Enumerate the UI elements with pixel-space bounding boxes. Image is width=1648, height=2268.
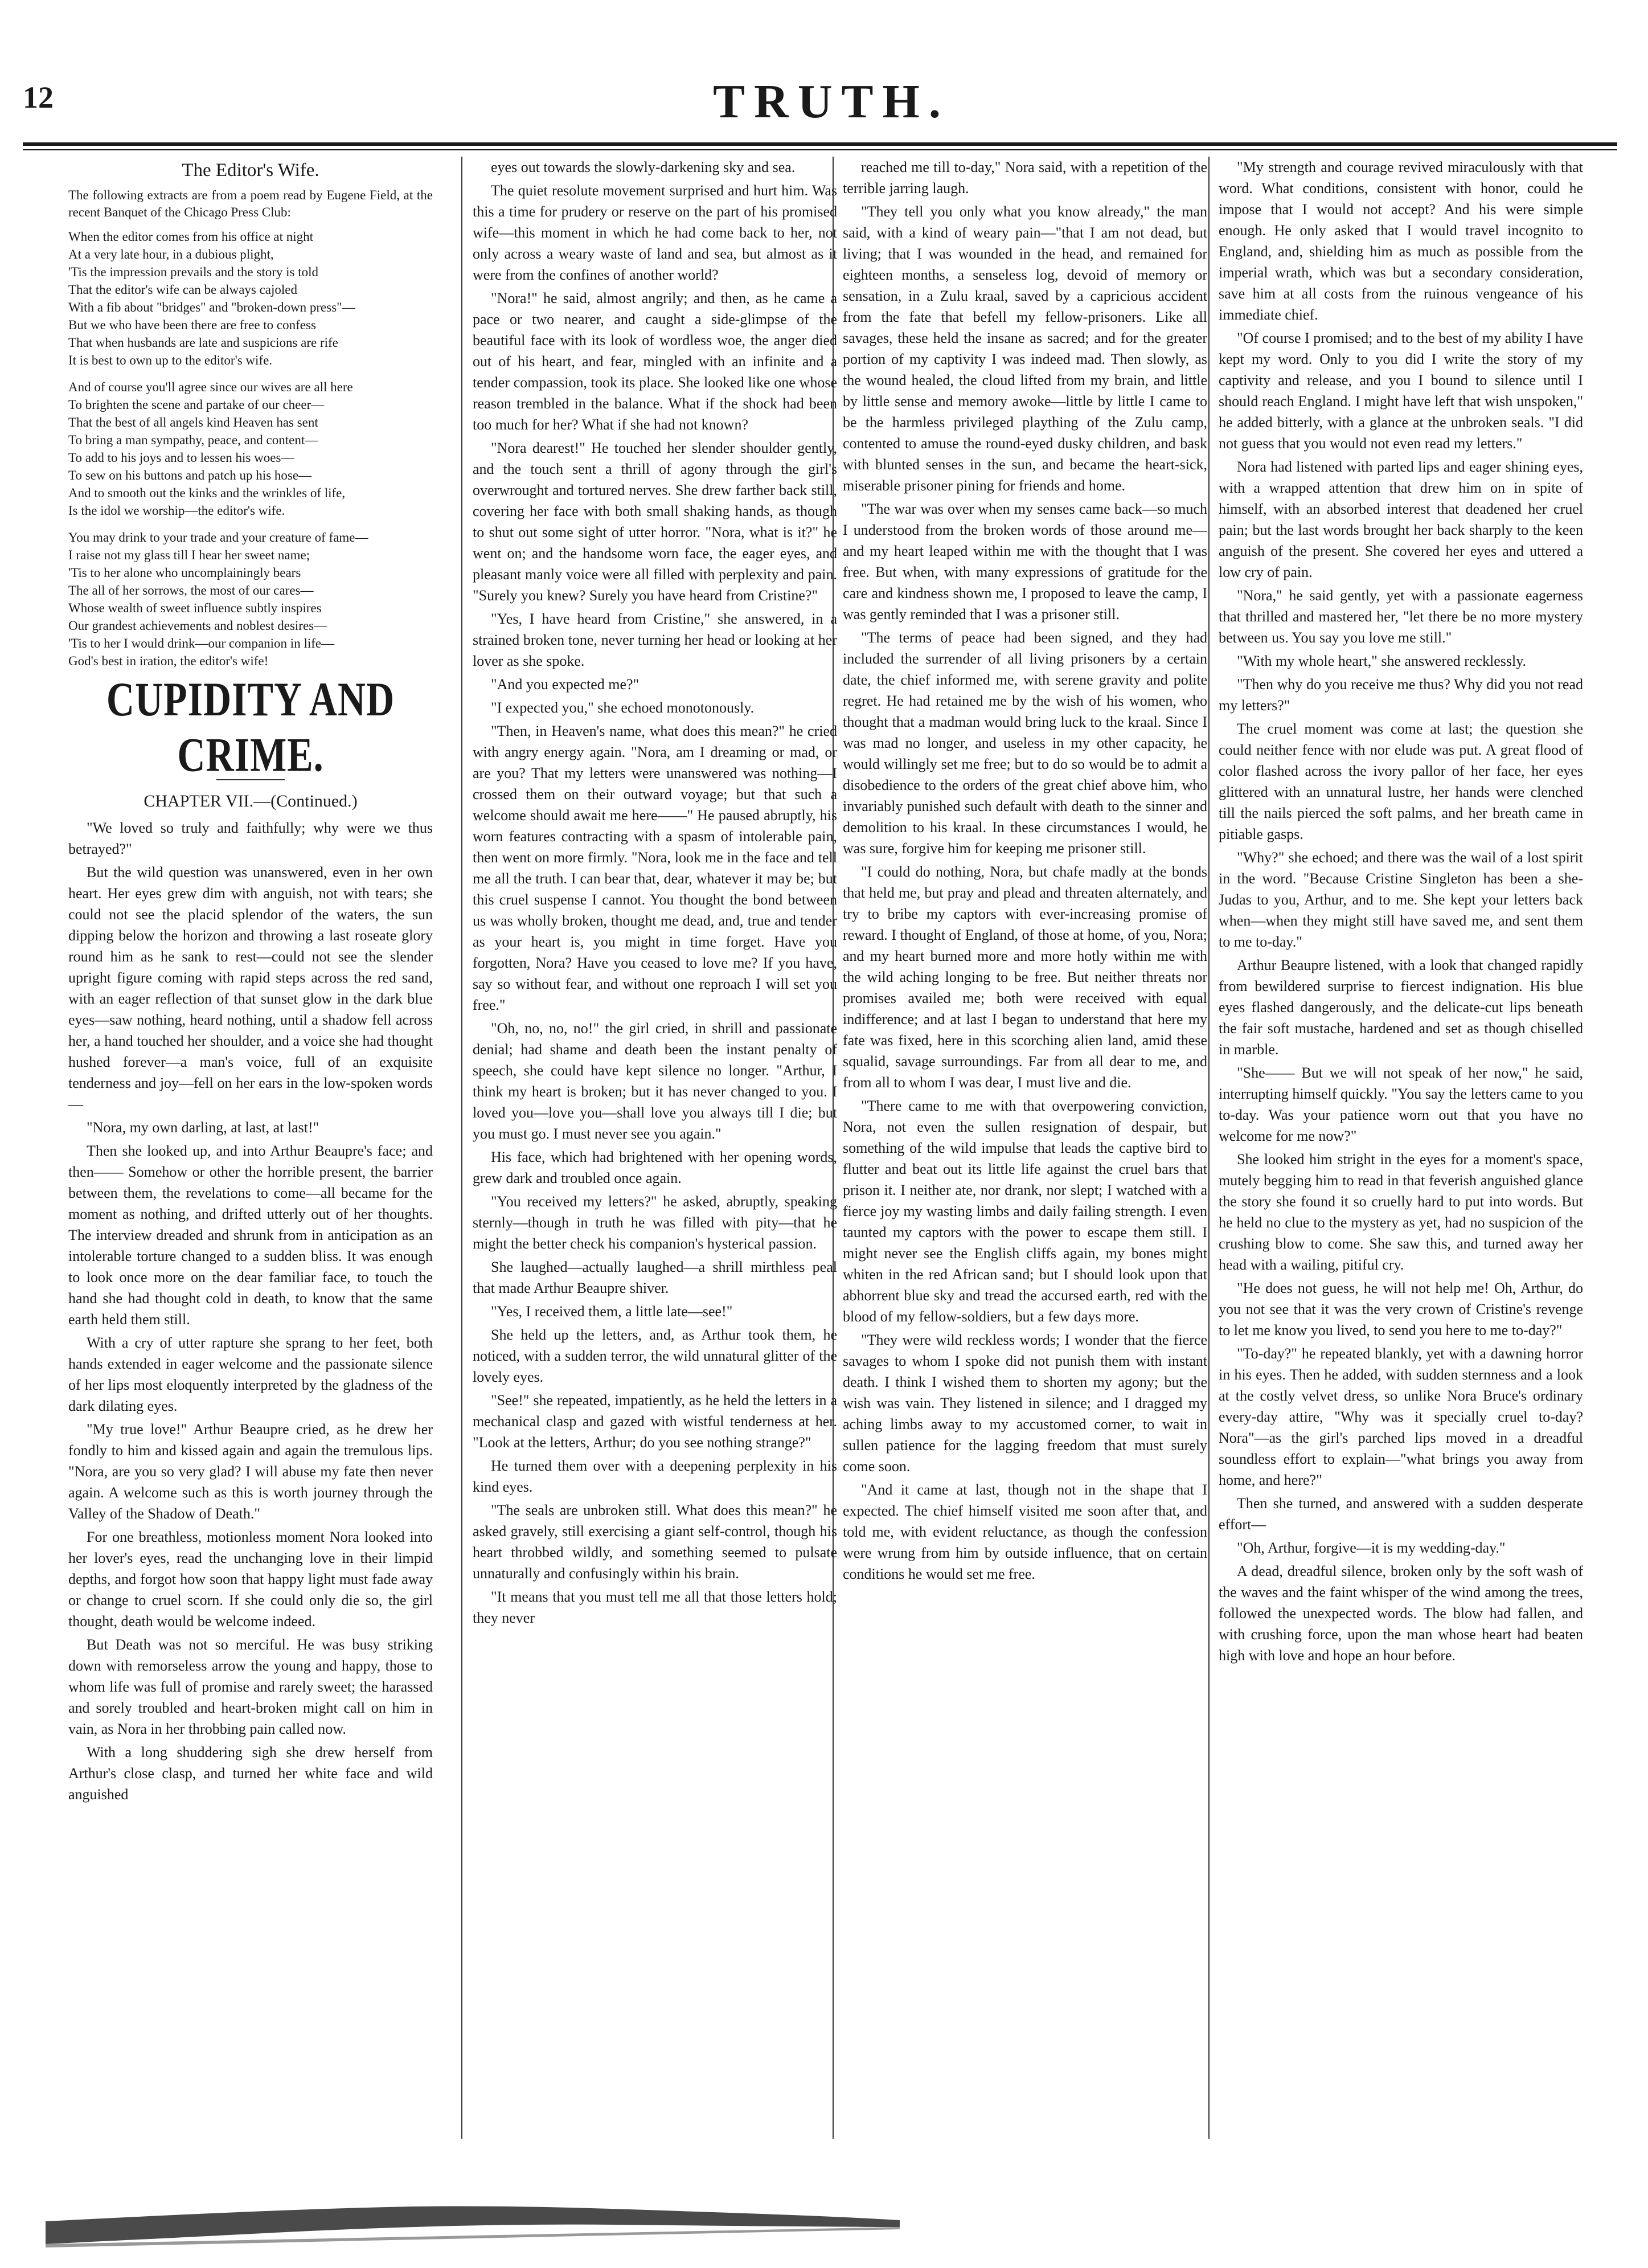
column-1: [68, 157, 433, 2156]
page-header: [23, 74, 1640, 137]
story-paragraph: "The terms of peace had been signed, and they had included the surrender of all living prisoners by a certain date, the chief informed me, with serene gravity and polite regret. He had retained me by the wish of his women, who thought that a madman would bring luck to the kraal. Since I was mad no longer, and useless in my other capacity, he would willingly set me free; but to do so would be to admit a disobedience to the orders of the great chief above him, who invariably punished such default with death to the sinner and demolition to his kraal. In these circumstances I would, he was sure, forgive him for keeping me prisoner still.: [843, 629, 1207, 857]
story-paragraph: A dead, dreadful silence, broken only by the soft wash of the waves and the faint whisper of the wind among the trees, followed the unexpected words. The blow had fallen, and with crushing force, upon the man whose heart had beaten high with love and hope an hour before.: [1219, 1563, 1583, 1664]
poem-line: To add to his joys and to lessen his woes—: [68, 451, 294, 465]
stanza-gap: [68, 519, 433, 529]
column-4: [1219, 157, 1583, 2156]
poem-body: [68, 228, 433, 670]
story-paragraph: "Then why do you receive me thus? Why did you not read my letters?": [1219, 676, 1583, 714]
poem-line: That when husbands are late and suspicions are rife: [68, 335, 338, 350]
poem-line: The all of her sorrows, the most of our cares—: [68, 583, 314, 597]
story-paragraph: "With my whole heart," she answered recklessly.: [1237, 653, 1527, 669]
column-2: [473, 157, 837, 2156]
story-paragraph: "Nora, my own darling, at last, at last!": [87, 1119, 319, 1136]
story-paragraph: "We loved so truly and faithfully; why were we thus betrayed?": [68, 820, 433, 857]
poem-line: 'Tis to her alone who uncomplainingly bears: [68, 566, 301, 580]
poem-line: Whose wealth of sweet influence subtly inspires: [68, 601, 322, 615]
story-paragraph: She looked him stright in the eyes for a moment's space, mutely begging him to read in that feverish anguished glance the story she found it so cruelly hard to put into words. But he held no clue to the mystery as yet, had no suspicion of the crushing blow to come. She saw this, and turned away her head with a wailing, pitiful cry.: [1219, 1151, 1583, 1273]
story-paragraph: The cruel moment was come at last; the question she could neither fence with nor elude was put. A great flood of color flashed across the ivory pallor of her face, her eyes glittered with an unnatural lustre, her hands were clenched till the nails pierced the soft palms, and her breath came in pitiable gasps.: [1219, 720, 1583, 842]
poem-line: But we who have been there are free to confess: [68, 318, 316, 332]
story-paragraph: "Yes, I have heard from Cristine," she answered, in a strained broken tone, never turning her head or looking at her lover as she spoke.: [473, 611, 837, 669]
story-paragraph: "See!" she repeated, impatiently, as he held the letters in a mechanical clasp and gazed with wistful tenderness at her. "Look at the letters, Arthur; do you see nothing strange?": [473, 1392, 837, 1451]
poem-line: Our grandest achievements and noblest desires—: [68, 619, 327, 633]
story-paragraph: "I expected you," she echoed monotonously.: [491, 699, 755, 716]
story-paragraph: "And it came at last, though not in the shape that I expected. The chief himself visited me soon after that, and told me, with evident reluctance, as though the confession were wrung from him by outside influence, that on certain conditions he would set me free.: [843, 1481, 1207, 1582]
story-paragraph: "You received my letters?" he asked, abruptly, speaking sternly—though in truth he was filled with pity—that he might the better check his companion's hysterical passion.: [473, 1193, 837, 1252]
poem-line: To bring a man sympathy, peace, and content—: [68, 433, 318, 447]
poem-line: To sew on his buttons and patch up his hose—: [68, 468, 312, 482]
story-paragraph: "Why?" she echoed; and there was the wail of a lost spirit in the word. "Because Cristine Singleton has been a she-Judas to you, Arthur, and to me. She kept your letters back when—when they might still have saved me, and sent them to me to-day.": [1219, 849, 1583, 950]
story-paragraph: "The war was over when my senses came back—so much I understood from the broken words of those around me—and my heart leaped within me with the thought that I was free. But when, with many expressions of gratitude for the care and kindness shown me, I proposed to leave the camp, I was gently reminded that I was a prisoner still.: [843, 501, 1207, 623]
poem-line: 'Tis the impression prevails and the story is told: [68, 265, 318, 279]
story-paragraph: But Death was not so merciful. He was busy striking down with remorseless arrow the young and happy, those to whom life was full of promise and rarely sweet; the harassed and sorely troubled and heart-broken might call on him in vain, as Nora in her throbbing pain called now.: [68, 1636, 433, 1737]
story-paragraph: "My strength and courage revived miraculously with that word. What conditions, consistent with honor, could he impose that I would not accept? And his were simple enough. He only asked that I would travel incognito to England, and, shielding him as much as possible from the imperial wrath, which was but a secondary consideration, save him at all costs from the ruinous vengeance of his immediate chief.: [1219, 159, 1583, 323]
story-paragraph: "It means that you must tell me all that those letters hold; they never: [473, 1589, 837, 1626]
story-paragraph: "To-day?" he repeated blankly, yet with a dawning horror in his eyes. Then he added, with sudden sternness and a look at the costly velvet dress, so unlike Nora Bruce's ordinary every-day attire, "Why was it specially cruel to-day? Nora"—as the girl's parched lips moved in a dreadful soundless effort to explain—"what brings you away from home, and here?": [1219, 1345, 1583, 1488]
poem-line: God's best in iration, the editor's wife!: [68, 654, 269, 668]
story-headline: CUPIDITY AND CRIME.: [106, 672, 395, 782]
story-paragraph: "The seals are unbroken still. What does this mean?" he asked gravely, still exercising a giant self-control, though his heart throbbed wildly, and something seemed to pulsate unnaturally and confusingly within his brain.: [473, 1502, 837, 1582]
poem-title: The Editor's Wife.: [182, 160, 319, 181]
story-paragraph: He turned them over with a deepening perplexity in his kind eyes.: [473, 1458, 837, 1495]
poem-line: 'Tis to her I would drink—our companion in life—: [68, 636, 335, 650]
chapter-heading: CHAPTER VII.—(Continued.): [144, 792, 358, 810]
poem-line: You may drink to your trade and your creature of fame—: [68, 530, 368, 545]
column-4-text: [1219, 157, 1583, 1666]
story-paragraph: "I could do nothing, Nora, but chafe madly at the bonds that held me, but pray and plead and threaten alternately, and try to bribe my captors with ever-increasing promise of reward. I thought of England, of those at home, of you, Nora; and my heart burned more and more hotly within me with the wild aching longing to be free. But neither threats nor promises availed me; both were received with equal indifference; and at last I began to understand that here my fate was fixed, here in this scorching alien land, amid these squalid, savage surroundings. Far from all dear to me, and from all to whom I was dear, I must live and die.: [843, 863, 1207, 1091]
poem-line: To brighten the scene and partake of our cheer—: [68, 398, 325, 412]
story-paragraph: "Oh, Arthur, forgive—it is my wedding-day.": [1237, 1540, 1506, 1556]
story-paragraph: She laughed—actually laughed—a shrill mirthless peal that made Arthur Beaupre shiver.: [473, 1259, 837, 1296]
story-paragraph: With a cry of utter rapture she sprang to her feet, both hands extended in eager welcome and the passionate silence of her lips most eloquently interpreted by the gladness of the dark dilating eyes.: [68, 1334, 433, 1414]
column-divider: [1208, 157, 1210, 2139]
story-paragraph: Then she turned, and answered with a sudden desperate effort—: [1219, 1495, 1583, 1533]
story-paragraph: "There came to me with that overpowering conviction, Nora, not even the sullen resignation of despair, but something of the wild impulse that leads the captive bird to flutter and beat out its little life against the cruel bars that prison it. I neither ate, nor drank, nor slept; I watched with a fierce joy my wasting limbs and daily failing strength. I even taunted my captors with the power to escape them still. I might never see the English cliffs again, my bones might whiten in the red African sand; but I should look upon that abhorrent blue sky and tread the accursed earth, red with the blood of my fellow-soldiers, but a few days more.: [843, 1098, 1207, 1325]
poem-intro: The following extracts are from a poem read by Eugene Field, at the recent Banquet of the Chicago Press Club:: [68, 188, 433, 219]
story-paragraph: "Nora!" he said, almost angrily; and then, as he came a pace or two nearer, and caught a side-glimpse of the beautiful face with its look of wordless woe, the anger died out of his heart, and fear, mingled with an infinite and a tender compassion, took its place. She looked like one whose reason trembled in the balance. What if the shock had been too much for her? What if she had not known?: [473, 290, 837, 433]
story-paragraph: "He does not guess, he will not help me! Oh, Arthur, do you not see that it was the very crown of Cristine's revenge to let me know you lived, to send you here to me to-day?": [1219, 1280, 1583, 1338]
story-paragraph: eyes out towards the slowly-darkening sky and sea.: [491, 159, 796, 175]
story-paragraph: Arthur Beaupre listened, with a look that changed rapidly from bewildered surprise to fiercest indignation. His blue eyes flashed dangerously, and the delicate-cut lips beneath the fair soft mustache, hardened and set as though chiselled in marble.: [1219, 957, 1583, 1058]
column-2-text: [473, 157, 837, 1628]
story-paragraph: "Yes, I received them, a little late—see!": [491, 1303, 733, 1320]
poem-line: With a fib about "bridges" and "broken-down press"—: [68, 300, 355, 314]
story-paragraph: "Of course I promised; and to the best of my ability I have kept my word. Only to you did I write the story of my captivity and release, and you I bound to silence until I should reach England. I might have left that wish unspoken," he added bitterly, with a glance at the unbroken seals. "I did not guess that you would not even read my letters.": [1219, 330, 1583, 452]
story-paragraph: "Nora dearest!" He touched her slender shoulder gently, and the touch sent a thrill of agony through the girl's overwrought and tortured nerves. She drew farther back still, covering her face with both small shaking hands, as though to shut out some sight of utter horror. "Nora, what is it?" he went on; and the handsome worn face, the eager eyes, and pleasant manly voice were all filled with perplexity and pain. "Surely you knew? Surely you have heard from Cristine?": [473, 440, 837, 604]
story-paragraph: For one breathless, motionless moment Nora looked into her lover's eyes, read the unchanging love in their limpid depths, and forgot how soon that happy light must fade away or change to cruel scorn. If she could only die so, the girl thought, death would be welcome indeed.: [68, 1529, 433, 1630]
story-paragraph: She held up the letters, and, as Arthur took them, he noticed, with a sudden terror, the wild unnatural glitter of the lovely eyes.: [473, 1327, 837, 1385]
poem-line: At a very late hour, in a dubious plight,: [68, 247, 274, 261]
poem-line: That the editor's wife can be always cajoled: [68, 283, 298, 297]
header-rule: [23, 142, 1617, 146]
story-paragraph: His face, which had brightened with her opening words, grew dark and troubled once again.: [473, 1149, 837, 1186]
column-3: [843, 157, 1207, 2156]
poem-line: And of course you'll agree since our wives are all here: [68, 380, 353, 394]
story-paragraph: "They tell you only what you know already," the man said, with a kind of weary pain—"that I am not dead, but living; that I was wounded in the head, and remained for eighteen months, a senseless log, devoid of memory or sensation, in a Zulu kraal, saved by a capricious accident from the fate that befell my fellow-prisoners. Like all savages, these held the insane as sacred; and for the greater portion of my captivity I was indeed mad. Then slowly, as the wound healed, the cloud lifted from my brain, and little by little sense and memory awoke—little by little I came to be the harmless privileged plaything of the Zulu camp, contented to amuse the round-eyed dusky children, and bask with blunted senses in the sun, and became the heart-sick, miserable prisoner pining for friends and home.: [843, 203, 1207, 494]
poem-line: It is best to own up to the editor's wife.: [68, 353, 273, 367]
story-paragraph: "My true love!" Arthur Beaupre cried, as he drew her fondly to him and kissed again and again the tremulous lips. "Nora, are you so very glad? I will abuse my fate then never again. A welcome such as this is worth journey through the Valley of the Shadow of Death.": [68, 1421, 433, 1522]
story-paragraph: "And you expected me?": [491, 676, 639, 693]
story-paragraph: reached me till to-day," Nora said, with a repetition of the terrible jarring laugh.: [843, 159, 1207, 196]
story-paragraph: "Oh, no, no, no!" the girl cried, in shrill and passionate denial; had shame and death been the instant penalty of speech, she could have kept silence no longer. "Arthur, I think my heart is broken; but it has never changed to you. I loved you—love you—shall love you always till I die; but you must go. I must never see you again.": [473, 1020, 837, 1142]
story-paragraph: "She—— But we will not speak of her now," he said, interrupting himself quickly. "You say the letters came to you to-day. Was your patience worn out that you have no welcome for me now?": [1219, 1065, 1583, 1144]
poem-line: When the editor comes from his office at night: [68, 230, 314, 244]
stanza-gap: [68, 369, 433, 378]
poem-line: Is the idol we worship—the editor's wife.: [68, 503, 285, 518]
poem-line: And to smooth out the kinks and the wrinkles of life,: [68, 486, 346, 500]
story-paragraph: With a long shuddering sigh she drew herself from Arthur's close clasp, and turned her white face and wild anguished: [68, 1744, 433, 1803]
story-paragraph: "They were wild reckless words; I wonder that the fierce savages to whom I spoke did not punish them with instant death. I think I wished them to shorten my agony; but the wish was vain. They listened in silence; and I dragged my aching limbs away to my accustomed corner, to wait in sullen patience for the lagging freedom that must surely come soon.: [843, 1332, 1207, 1475]
poem-line: I raise not my glass till I hear her sweet name;: [68, 548, 310, 562]
story-paragraph: But the wild question was unanswered, even in her own heart. Her eyes grew dim with anguish, not with tears; she could not see the placid splendor of the waters, the sun dipping below the horizon and throwing a last roseate glory round him as he sank to rest—could not see the slender upright figure coming with rapid steps across the red sand, with an eager reflection of that sunset glow in the dark blue eyes—saw nothing, heard nothing, until a shadow fell across her, a hand touched her shoulder, and a voice she had thought hushed forever—a man's voice, full of an exquisite tenderness and joy—fell on her ears in the low-spoken words—: [68, 864, 433, 1112]
story-paragraph: "Nora," he said gently, yet with a passionate eagerness that thrilled and mastered her, "let there be no more mystery between us. You say you love me still.": [1219, 587, 1583, 646]
masthead-title: TRUTH.: [713, 75, 950, 128]
story-paragraph: Nora had listened with parted lips and eager shining eyes, with a wrapped attention that drew him on in spite of himself, with an absorbed interest that deadened her cruel pain; but the last words brought her back sharply to the keen anguish of the present. She covered her eyes and uttered a low cry of pain.: [1219, 458, 1583, 580]
column-3-text: [843, 157, 1207, 1585]
story-paragraph: Then she looked up, and into Arthur Beaupre's face; and then—— Somehow or other the horrible present, the barrier between them, the revelations to come—all became for the moment as nothing, and drifted utterly out of her thoughts. The interview dreaded and shrunk from in anticipation as an intolerable torture changed to a sudden bliss. It was enough to look once more on the dear familiar face, to touch the hand she had thought cold in death, to know that the same earth held them still.: [68, 1143, 433, 1328]
column-1-text: [68, 817, 433, 1805]
header-rule-thin: [23, 149, 1617, 150]
story-paragraph: "Then, in Heaven's name, what does this mean?" he cried with angry energy again. "Nora, am I dreaming or mad, or are you? That my letters were unanswered was nothing—I crossed them on their outward voyage; but that such a welcome should await me here——" He paused abruptly, his worn features contracting with a spasm of intolerable pain, then went on more firmly. "Nora, look me in the face and tell me all the truth. I can bear that, dear, whatever it may be; but this cruel suspense I cannot. You thought the bond between us was wholly broken, thought me dead, and, true and tender as your heart is, you might in time forget. Have you forgotten, Nora? Have you ceased to love me? If you have, say so without fear, and without one reproach I will set you free.": [473, 723, 837, 1013]
poem-line: That the best of all angels kind Heaven has sent: [68, 415, 318, 429]
page-number: 12: [23, 80, 54, 114]
story-paragraph: The quiet resolute movement surprised and hurt him. Was this a time for prudery or reserve on the part of his promised wife—this moment in which he had come back to her, not only across a weary waste of land and sea, but almost as it were from the confines of another world?: [473, 182, 837, 283]
column-divider: [461, 157, 462, 2139]
scan-edge-smudge: [46, 2187, 900, 2250]
